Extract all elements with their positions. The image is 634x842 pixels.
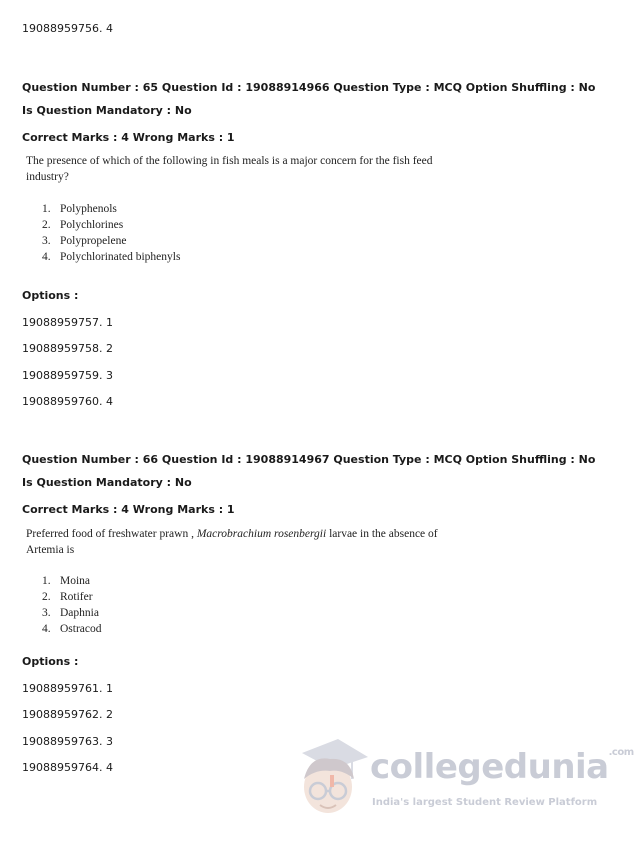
choice-number: 2. [42,591,51,603]
choice-label: Polypropelene [60,235,127,247]
question-text-line: Artemia is [26,544,75,556]
choice-number: 1. [42,575,51,587]
choice-number: 4. [42,623,51,635]
option-line: 19088959758. 2 [22,342,113,355]
choice-item [42,589,102,605]
question-mandatory: Is Question Mandatory : No [22,476,192,489]
watermark-brand-name: collegedunia [370,747,609,787]
choice-item [42,201,180,217]
choice-label: Rotifer [60,591,93,603]
choice-item [42,605,102,621]
question-text-line [26,526,466,542]
mascot-logo-icon [290,735,370,825]
option-line: 19088959763. 3 [22,735,113,748]
choice-item [42,621,102,637]
choice-item [42,249,181,265]
choice-label: Polyphenols [60,203,117,215]
choice-number: 3. [42,607,51,619]
choice-label: Moina [60,575,91,587]
question-text [26,526,466,558]
option-line: 19088959762. 2 [22,708,113,721]
question-text-line: industry? [26,171,69,183]
choice-item [42,573,102,589]
watermark-brand [370,747,634,787]
option-line: 19088959759. 3 [22,369,113,382]
question-text-part: larvae in the absence of [326,528,438,540]
choice-item [42,217,180,233]
choice-label: Polychlorines [60,219,124,231]
choice-item [42,233,180,249]
choice-list [26,573,102,637]
question-marks: Correct Marks : 4 Wrong Marks : 1 [22,131,235,144]
option-line: 19088959756. 4 [22,22,113,35]
choice-number: 2. [42,219,51,231]
option-line: 19088959761. 1 [22,682,113,695]
choice-list [26,201,180,265]
option-line: 19088959764. 4 [22,761,113,774]
question-text-line: The presence of which of the following in fish meals is a major concern for the fish feed [26,155,433,167]
option-line: 19088959757. 1 [22,316,113,329]
choice-number: 4. [42,251,51,263]
choice-label: Daphnia [60,607,99,619]
collegedunia-watermark [290,735,634,825]
question-text [26,153,466,185]
choice-label: Ostracod [60,623,102,635]
choice-number: 1. [42,203,51,215]
question-marks: Correct Marks : 4 Wrong Marks : 1 [22,503,235,516]
options-heading: Options : [22,289,79,302]
question-text-part: Preferred food of freshwater prawn , [26,528,197,540]
watermark-tagline: India's largest Student Review Platform [372,797,598,808]
choice-label: Polychlorinated biphenyls [60,251,181,263]
watermark-brand-suffix: .com [608,747,634,758]
question-header: Question Number : 65 Question Id : 19088914966 Question Type : MCQ Option Shuffling : No [22,81,596,94]
option-line: 19088959760. 4 [22,395,113,408]
options-heading: Options : [22,655,79,668]
question-mandatory: Is Question Mandatory : No [22,104,192,117]
question-header: Question Number : 66 Question Id : 19088914967 Question Type : MCQ Option Shuffling : No [22,453,596,466]
choice-number: 3. [42,235,51,247]
species-name: Macrobrachium rosenbergii [196,528,327,540]
